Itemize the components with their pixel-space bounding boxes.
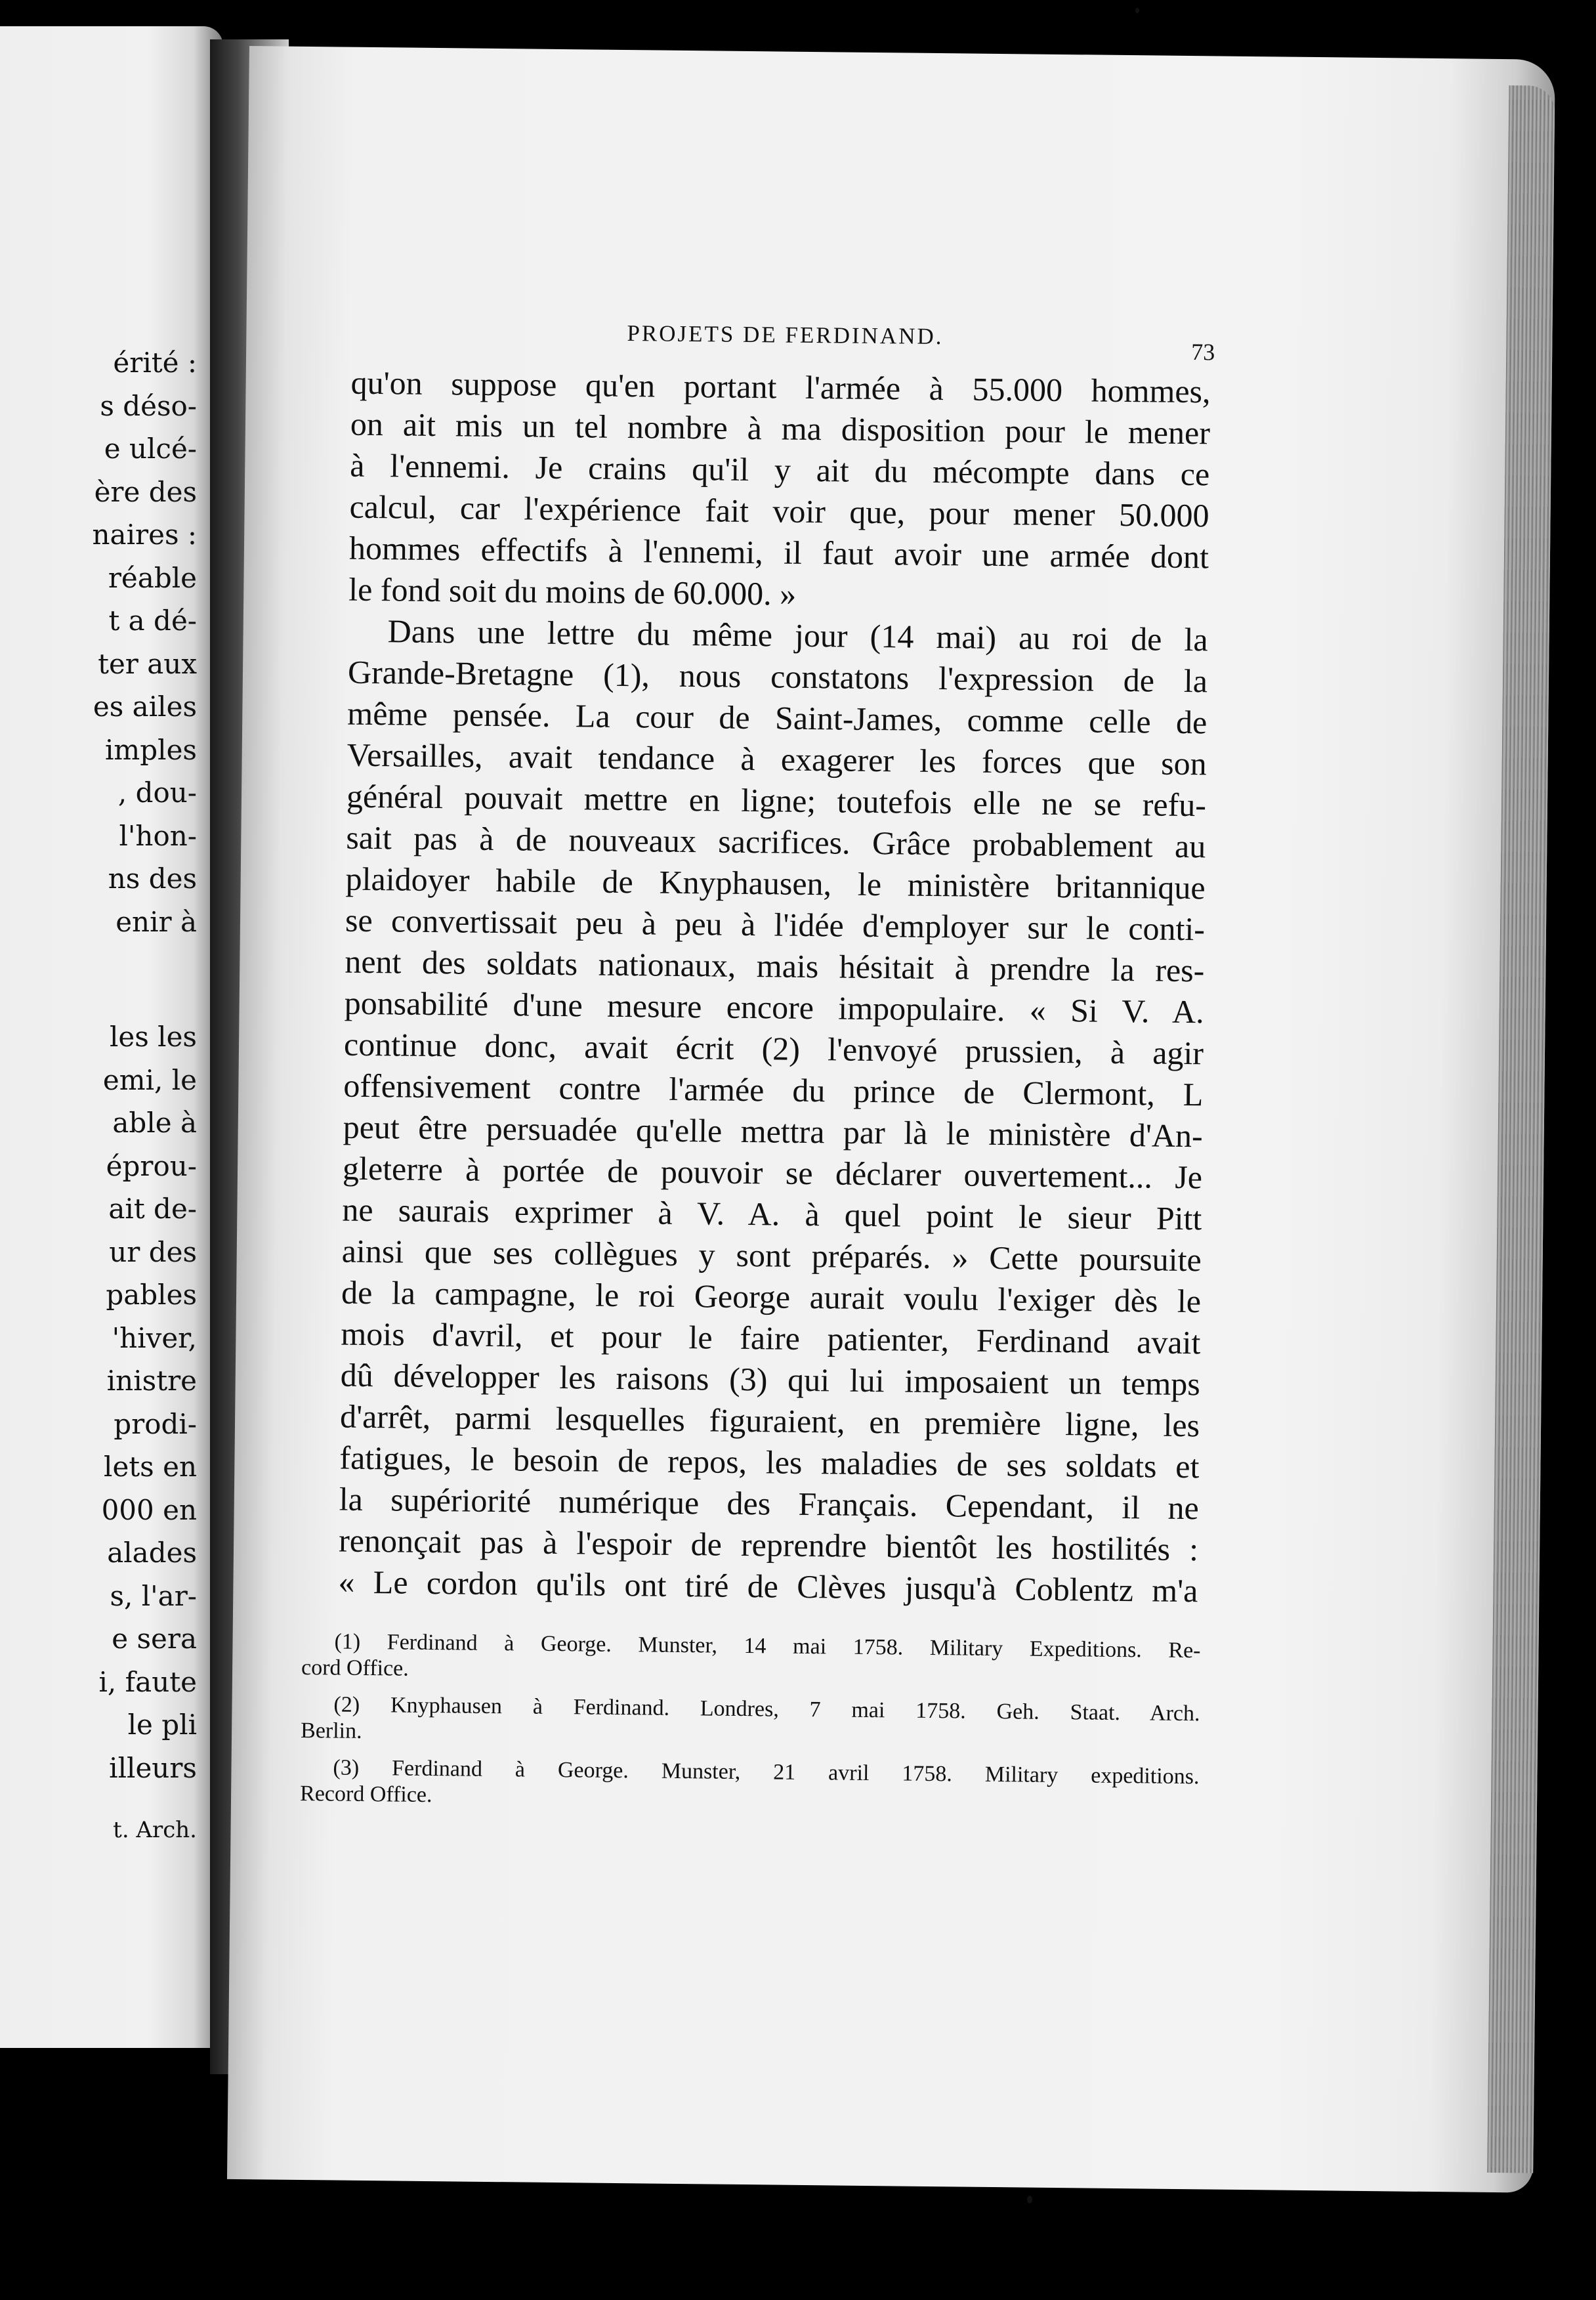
body-line: d'arrêt, parmi lesquelles figuraient, en première ligne, les: [339, 1397, 1200, 1444]
body-line: « Le cordon qu'ils ont tiré de Clèves jusqu'à Coblentz m'a: [338, 1563, 1198, 1609]
footnote-line: (1) Ferdinand à George. Munster, 14 mai 1758. Military Expeditions. Re-: [334, 1629, 1201, 1663]
body-line: qu'on suppose qu'en portant l'armée à 55.000 hommes,: [350, 364, 1211, 410]
previous-page-line: ait de-: [108, 1193, 197, 1225]
footnote-line: Berlin.: [300, 1718, 362, 1743]
footnotes: [300, 1629, 1201, 1827]
body-line: de la campagne, le roi George aurait voulu l'exiger dès le: [341, 1273, 1202, 1320]
previous-page-line: pables: [106, 1279, 197, 1311]
previous-page-line: able à: [112, 1107, 197, 1139]
body-line: hommes effectifs à l'ennemi, il faut avoir une armée dont: [348, 529, 1209, 576]
previous-page-line: ns des: [108, 862, 197, 895]
previous-page-line: t a dé-: [108, 605, 197, 637]
footnote-line: (2) Knyphausen à Ferdinand. Londres, 7 mai 1758. Geh. Staat. Arch.: [333, 1692, 1200, 1726]
current-page: [227, 46, 1555, 2193]
body-text: [338, 362, 1211, 1612]
body-line: ponsabilité d'une mesure encore impopulaire. « Si V. A.: [344, 984, 1204, 1031]
previous-page-line: es ailes: [93, 691, 197, 723]
page-number: 73: [1190, 339, 1215, 366]
previous-page-line: ter aux: [98, 647, 197, 680]
previous-page-line: prodi-: [114, 1407, 197, 1440]
previous-page-line: enir à: [116, 905, 197, 938]
body-line: dû développer les raisons (3) qui lui imposaient un temps: [340, 1356, 1201, 1403]
previous-page-line: imples: [105, 733, 197, 766]
body-line: continue donc, avait écrit (2) l'envoyé prussien, à agir: [343, 1025, 1204, 1072]
previous-page-line: ère des: [94, 475, 197, 508]
previous-page-footnote-line: t. Arch.: [113, 1817, 197, 1843]
previous-page-line: illeurs: [109, 1751, 197, 1784]
body-line: Dans une lettre du même jour (14 mai) au roi de la: [387, 612, 1208, 658]
previous-page-line: 000 en: [101, 1493, 197, 1526]
page-block-edge: [1487, 85, 1555, 2173]
previous-page-line: e sera: [112, 1623, 197, 1655]
body-line: la supériorité numérique des Français. Cependant, il ne: [339, 1480, 1200, 1527]
footnote-3: [300, 1755, 1200, 1816]
footnote-line: Record Office.: [299, 1781, 432, 1808]
body-line: calcul, car l'expérience fait voir que, pour mener 50.000: [349, 488, 1209, 534]
body-line: même pensée. La cour de Saint-James, comme celle de: [347, 694, 1208, 741]
body-line: se convertissait peu à peu à l'idée d'employer sur le conti-: [345, 901, 1206, 948]
body-line: général pouvait mettre en ligne; toutefois elle ne se refu-: [346, 777, 1207, 824]
previous-page-line: , dou-: [117, 777, 197, 809]
body-line: le fond soit du moins de 60.000. »: [348, 570, 797, 612]
previous-page-line: 'hiver,: [112, 1321, 197, 1354]
previous-page-line: inistre: [106, 1365, 197, 1397]
footnote-2: [301, 1692, 1200, 1753]
previous-page-line: ur des: [109, 1235, 197, 1268]
previous-page-line: naires :: [92, 519, 197, 551]
previous-page-line: emi, le: [102, 1063, 197, 1096]
body-line: gleterre à portée de pouvoir se déclarer ouvertement... Je: [342, 1149, 1203, 1196]
previous-page-text: [0, 341, 197, 1852]
body-line: nent des soldats nationaux, mais hésitait à prendre la res-: [345, 943, 1205, 989]
previous-page-line: s, l'ar-: [110, 1579, 197, 1612]
body-line: on ait mis un tel nombre à ma disposition pour le mener: [350, 405, 1211, 452]
previous-page-line: érité :: [113, 347, 197, 379]
previous-page-line: le pli: [127, 1709, 197, 1741]
previous-page-line: e ulcé-: [104, 433, 197, 465]
body-line: peut être persuadée qu'elle mettra par là le ministère d'An-: [343, 1108, 1203, 1155]
previous-page-line: s déso-: [100, 389, 197, 422]
body-line: ne saurais exprimer à V. A. à quel point le sieur Pitt: [342, 1191, 1202, 1237]
running-head: PROJETS DE FERDINAND.: [627, 320, 944, 350]
previous-page-line: alades: [107, 1537, 197, 1569]
footnote-line: (3) Ferdinand à George. Munster, 21 avril 1758. Military expeditions.: [333, 1755, 1200, 1789]
body-line: mois d'avril, et pour le faire patienter, Ferdinand avait: [341, 1315, 1201, 1361]
body-line: plaidoyer habile de Knyphausen, le ministère britannique: [345, 860, 1206, 906]
body-line: renonçait pas à l'espoir de reprendre bientôt les hostilités :: [338, 1522, 1199, 1568]
body-line: fatigues, le besoin de repos, les maladies de ses soldats et: [339, 1439, 1200, 1485]
previous-page-line: réable: [108, 561, 197, 594]
body-line: Versailles, avait tendance à exagerer les forces que son: [346, 736, 1207, 782]
footnote-1: [301, 1629, 1201, 1690]
previous-page-line: les les: [109, 1021, 197, 1053]
ink-speck: [1027, 2196, 1032, 2204]
body-line: offensivement contre l'armée du prince de Clermont, L: [343, 1067, 1204, 1113]
body-line: ainsi que ses collègues y sont préparés. » Cette poursuite: [341, 1232, 1202, 1279]
body-line: à l'ennemi. Je crains qu'il y ait du mécompte dans ce: [350, 446, 1210, 493]
previous-page-line: l'hon-: [119, 819, 197, 852]
previous-page: [0, 26, 223, 2048]
previous-page-line: i, faute: [98, 1665, 197, 1698]
ink-speck: [1135, 8, 1139, 13]
footnote-line: cord Office.: [301, 1655, 409, 1681]
previous-page-line: éprou-: [106, 1149, 197, 1182]
body-line: sait pas à de nouveaux sacrifices. Grâce probablement au: [346, 819, 1206, 865]
previous-page-line: lets en: [104, 1451, 197, 1483]
body-line: Grande-Bretagne (1), nous constatons l'expression de la: [347, 653, 1208, 700]
previous-page-gap: [0, 943, 197, 1015]
